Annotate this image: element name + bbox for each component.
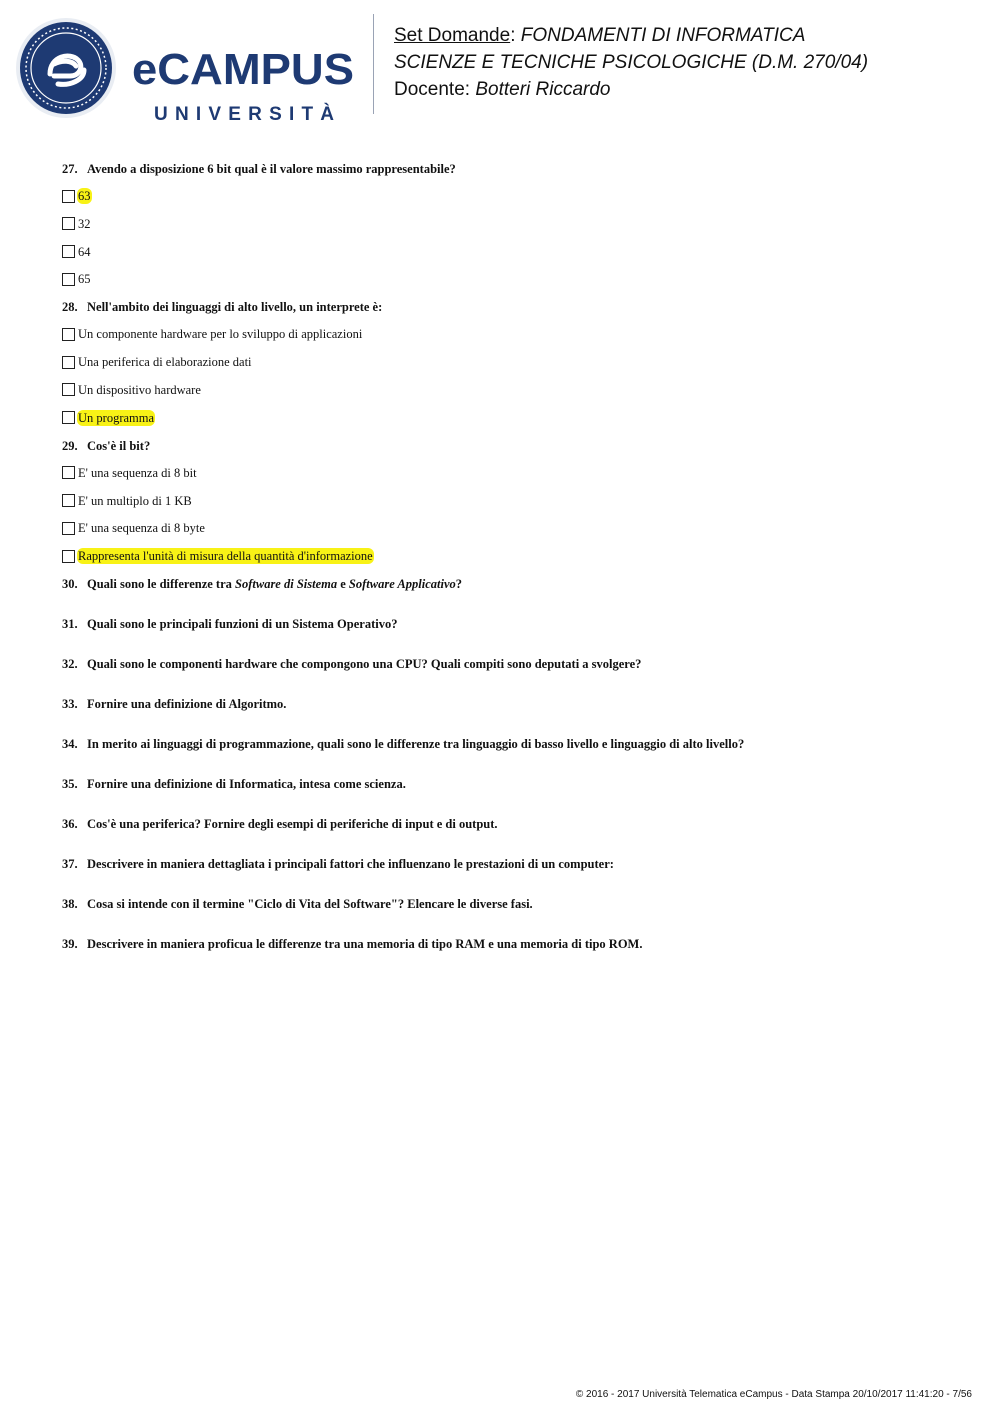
answer-option[interactable]: [62, 493, 962, 509]
question-text: Cosa si intende con il termine "Ciclo di Vita del Software"? Elencare le diverse fasi.: [87, 897, 533, 912]
question-title: [62, 856, 962, 872]
answer-checkbox[interactable]: [62, 328, 75, 341]
set-label: Set Domande: [394, 25, 511, 46]
answer-option[interactable]: [62, 548, 962, 564]
question-number: 38.: [62, 897, 78, 912]
answer-options: [62, 465, 962, 564]
question-text: In merito ai linguaggi di programmazione, quali sono le differenze tra linguaggio di basso livello e linguaggio di alto livello?: [87, 737, 745, 752]
question-title: [62, 299, 962, 315]
question-list: [62, 161, 962, 976]
document-header: [394, 22, 868, 103]
question-title: [62, 936, 962, 952]
answer-text: Una periferica di elaborazione dati: [78, 355, 252, 370]
answer-option[interactable]: [62, 216, 962, 232]
teacher-name: Botteri Riccardo: [475, 79, 611, 100]
logo-sub-text: UNIVERSITÀ: [154, 104, 334, 125]
answer-option[interactable]: [62, 410, 962, 426]
question-number: 28.: [62, 300, 78, 315]
question-title: [62, 776, 962, 792]
answer-checkbox[interactable]: [62, 522, 75, 535]
question-title: [62, 896, 962, 912]
degree-title: SCIENZE E TECNICHE PSICOLOGICHE (D.M. 270/04): [394, 52, 869, 73]
answer-option[interactable]: [62, 382, 962, 398]
question-number: 27.: [62, 162, 78, 176]
question-title: [62, 616, 962, 632]
teacher-label: Docente:: [394, 79, 476, 100]
question-number: 36.: [62, 817, 78, 832]
answer-text: 65: [78, 272, 91, 287]
question-38: [62, 896, 962, 912]
question-33: [62, 696, 962, 712]
question-title: [62, 656, 962, 672]
question-text: Quali sono le componenti hardware che compongono una CPU? Quali compiti sono deputati a svolgere?: [87, 657, 642, 672]
set-separator: :: [510, 25, 521, 46]
course-title: FONDAMENTI DI INFORMATICA: [520, 25, 806, 46]
answer-text: 32: [78, 216, 91, 231]
header-line-course: [394, 22, 868, 49]
answer-option[interactable]: [62, 354, 962, 370]
question-text: Cos'è il bit?: [87, 438, 151, 453]
question-text: Fornire una definizione di Informatica, intesa come scienza.: [87, 777, 406, 792]
answer-option[interactable]: [62, 520, 962, 536]
answer-checkbox[interactable]: [62, 383, 75, 396]
answer-checkbox[interactable]: [62, 466, 75, 479]
answer-text: E' una sequenza di 8 byte: [78, 521, 205, 536]
question-30: [62, 576, 962, 592]
question-text: Fornire una definizione di Algoritmo.: [87, 697, 287, 712]
question-number: 33.: [62, 697, 78, 712]
ecampus-wordmark: [132, 44, 372, 126]
answer-option[interactable]: [62, 271, 962, 287]
question-title: [62, 696, 962, 712]
question-text-part: Quali sono le differenze tra: [87, 577, 236, 592]
question-text-part: e: [337, 577, 349, 592]
question-number: 35.: [62, 777, 78, 792]
answer-checkbox[interactable]: [62, 356, 75, 369]
header-line-teacher: [394, 76, 868, 103]
university-seal-icon: [14, 16, 118, 120]
question-text-part: Software di Sistema: [235, 577, 338, 592]
answer-text: Un dispositivo hardware: [78, 382, 201, 397]
answer-text-highlighted: 63: [78, 189, 91, 203]
question-number: 34.: [62, 737, 78, 752]
answer-text-highlighted: Rappresenta l'unità di misura della quantità d'informazione: [78, 549, 373, 564]
answer-options: [62, 188, 962, 287]
question-27: [62, 161, 962, 287]
question-text: Descrivere in maniera dettagliata i principali fattori che influenzano le prestazioni di un computer:: [87, 857, 614, 872]
answer-checkbox[interactable]: [62, 550, 75, 563]
question-text: [87, 576, 462, 592]
question-text: Quali sono le principali funzioni di un Sistema Operativo?: [87, 617, 398, 632]
question-number: 32.: [62, 657, 78, 672]
question-title: [62, 438, 962, 454]
logo-brand-text: eCAMPUS: [132, 45, 354, 94]
question-36: [62, 816, 962, 832]
question-text: Nell'ambito dei linguaggi di alto livello, un interprete è:: [87, 300, 383, 315]
answer-text: E' una sequenza di 8 bit: [78, 465, 197, 480]
answer-checkbox[interactable]: [62, 190, 75, 203]
question-text-part: ?: [455, 577, 462, 592]
question-text: Descrivere in maniera proficua le differenze tra una memoria di tipo RAM e una memoria di tipo ROM.: [87, 937, 643, 952]
question-29: [62, 438, 962, 564]
question-28: [62, 299, 962, 425]
answer-text-highlighted: Un programma: [78, 410, 155, 425]
page-footer: © 2016 - 2017 Università Telematica eCampus - Data Stampa 20/10/2017 11:41:20 - 7/56: [575, 1389, 972, 1400]
question-number: 37.: [62, 857, 78, 872]
question-35: [62, 776, 962, 792]
answer-text: E' un multiplo di 1 KB: [78, 493, 192, 508]
answer-checkbox[interactable]: [62, 217, 75, 230]
question-31: [62, 616, 962, 632]
answer-checkbox[interactable]: [62, 245, 75, 258]
question-number: 30.: [62, 577, 78, 592]
answer-checkbox[interactable]: [62, 273, 75, 286]
answer-text: Un componente hardware per lo sviluppo di applicazioni: [78, 327, 363, 342]
ecampus-logo: [14, 16, 374, 125]
question-text: Cos'è una periferica? Fornire degli esempi di periferiche di input e di output.: [87, 817, 498, 832]
question-title: [62, 816, 962, 832]
header-divider: [373, 14, 374, 114]
question-text: Avendo a disposizione 6 bit qual è il valore massimo rappresentabile?: [87, 162, 456, 176]
question-title: [62, 576, 962, 592]
answer-text: 64: [78, 244, 91, 259]
question-number: 39.: [62, 937, 78, 952]
answer-checkbox[interactable]: [62, 494, 75, 507]
answer-options: [62, 326, 962, 425]
question-32: [62, 656, 962, 672]
answer-checkbox[interactable]: [62, 411, 75, 424]
question-number: 29.: [62, 438, 78, 453]
question-37: [62, 856, 962, 872]
answer-option[interactable]: [62, 188, 962, 204]
question-title: [62, 736, 962, 752]
question-number: 31.: [62, 617, 78, 632]
answer-option[interactable]: [62, 244, 962, 260]
answer-option[interactable]: [62, 326, 962, 342]
answer-option[interactable]: [62, 465, 962, 481]
question-title: [62, 161, 962, 177]
question-39: [62, 936, 962, 952]
question-34: [62, 736, 962, 752]
question-text-part: Software Applicativo: [348, 577, 456, 592]
